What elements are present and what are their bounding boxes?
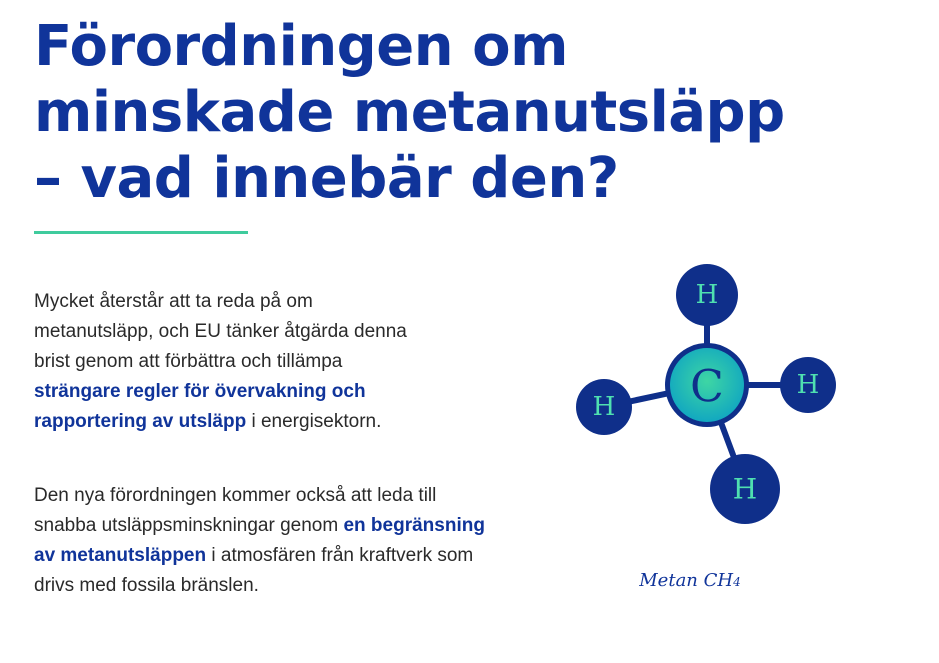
caption-subscript: 4	[733, 575, 741, 589]
paragraph-2-line-3-tail: i atmosfären från kraftverk som	[206, 545, 474, 566]
page-title	[34, 14, 794, 212]
atom-label-bottom: H	[732, 472, 758, 506]
highlight-monitoring-rules: strängare regler för övervakning och	[34, 381, 366, 402]
paragraph-2-line-1: Den nya förordningen kommer också att leda till	[34, 485, 437, 506]
paragraph-1-line-5	[34, 407, 514, 437]
atom-label-center: C	[690, 361, 724, 413]
title-line-1: Förordningen om	[34, 14, 568, 79]
highlight-methane-emissions: av metanutsläppen	[34, 545, 207, 566]
molecule-caption	[600, 570, 780, 591]
paragraph-2-line-2-start: snabba utsläppsminskningar genom	[34, 515, 344, 536]
paragraph-1-line-3: brist genom att förbättra och tillämpa	[34, 351, 343, 372]
atom-label-top: H	[695, 280, 719, 310]
title-line-2: minskade metanutsläpp	[34, 80, 785, 145]
highlight-emission-reporting: rapportering av utsläpp	[34, 411, 247, 432]
paragraph-2-line-4: drivs med fossila bränslen.	[34, 575, 259, 596]
accent-divider	[34, 231, 248, 234]
paragraph-monitoring	[34, 287, 514, 437]
paragraph-2-line-2	[34, 511, 514, 541]
paragraph-1-line-2: metanutsläpp, och EU tänker åtgärda denna	[34, 321, 407, 342]
atom-label-left: H	[592, 392, 616, 422]
caption-text: Metan CH	[639, 570, 734, 591]
paragraph-2-line-3	[34, 541, 514, 571]
methane-molecule-diagram	[560, 255, 860, 540]
paragraph-limitation	[34, 481, 514, 601]
paragraph-1-tail: i energisektorn.	[246, 411, 382, 432]
paragraph-1-line-1: Mycket återstår att ta reda på om	[34, 291, 313, 312]
title-line-3: – vad innebär den?	[34, 146, 619, 211]
atom-label-right: H	[796, 370, 820, 400]
highlight-limitation: en begränsning	[343, 515, 485, 536]
